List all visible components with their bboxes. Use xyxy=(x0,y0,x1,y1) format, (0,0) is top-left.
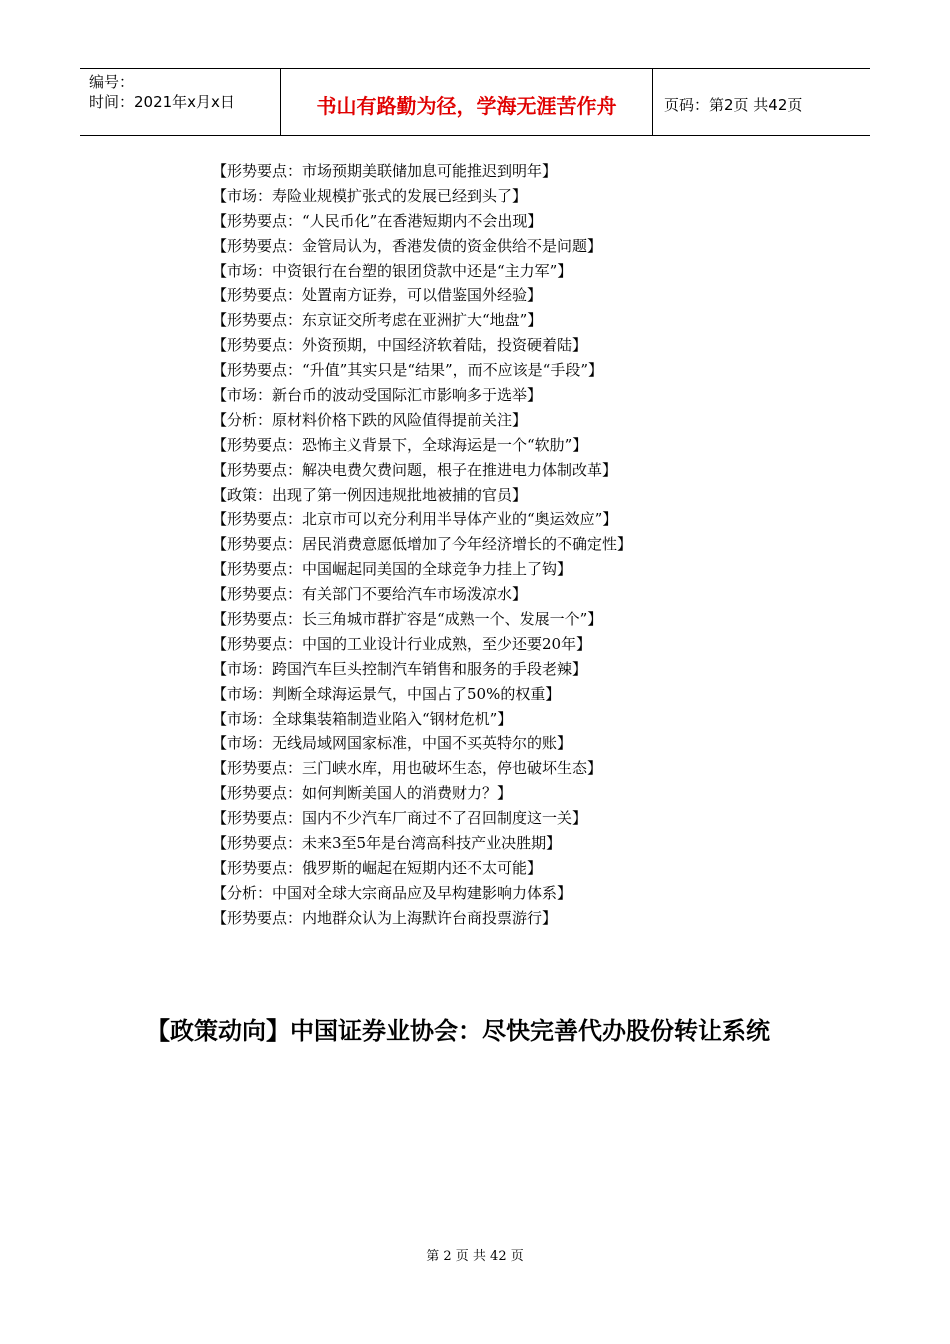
list-item: 【形势要点：处置南方证券，可以借鉴国外经验】 xyxy=(212,286,543,305)
list-item: 【形势要点：解决电费欠费问题，根子在推进电力体制改革】 xyxy=(212,460,618,479)
list-item: 【形势要点：长三角城市群扩容是“成熟一个、发展一个”】 xyxy=(212,610,603,629)
list-item: 【市场：判断全球海运景气，中国占了50%的权重】 xyxy=(212,684,561,703)
list-item: 【市场：无线局域网国家标准，中国不买英特尔的账】 xyxy=(212,734,573,753)
header-page-info: 页码：第2页 共42页 xyxy=(664,95,803,114)
list-item: 【形势要点：如何判断美国人的消费财力？】 xyxy=(212,784,513,803)
list-item: 【形势要点：三门峡水库，用也破坏生态，停也破坏生态】 xyxy=(212,759,603,778)
list-item: 【形势要点：“人民币化”在香港短期内不会出现】 xyxy=(212,211,543,230)
section-heading: 【政策动向】中国证券业协会：尽快完善代办股份转让系统 xyxy=(146,1017,770,1045)
list-item: 【形势要点：未来3至5年是台湾高科技产业决胜期】 xyxy=(212,834,562,853)
page-footer: 第 2 页 共 42 页 xyxy=(426,1249,524,1264)
list-item: 【形势要点：东京证交所考虑在亚洲扩大“地盘”】 xyxy=(212,311,543,330)
list-item: 【形势要点：俄罗斯的崛起在短期内还不太可能】 xyxy=(212,858,543,877)
doc-number-label: 编号： xyxy=(89,73,135,91)
list-item: 【形势要点：有关部门不要给汽车市场泼凉水】 xyxy=(212,585,528,604)
list-item: 【分析：中国对全球大宗商品应及早构建影响力体系】 xyxy=(212,883,573,902)
list-item: 【形势要点：外资预期，中国经济软着陆，投资硬着陆】 xyxy=(212,336,588,355)
list-item: 【形势要点：居民消费意愿低增加了今年经济增长的不确定性】 xyxy=(212,535,633,554)
list-item: 【市场：新台币的波动受国际汇市影响多于选举】 xyxy=(212,386,543,405)
list-item: 【市场：中资银行在台塑的银团贷款中还是“主力军”】 xyxy=(212,261,573,280)
list-item: 【形势要点：中国的工业设计行业成熟，至少还要20年】 xyxy=(212,634,592,653)
list-item: 【形势要点：恐怖主义背景下，全球海运是一个“软肋”】 xyxy=(212,435,588,454)
list-item: 【形势要点：“升值”其实只是“结果”，而不应该是“手段”】 xyxy=(212,361,604,380)
header-motto: 书山有路勤为径，学海无涯苦作舟 xyxy=(281,69,653,135)
list-item: 【分析：原材料价格下跌的风险值得提前关注】 xyxy=(212,410,528,429)
list-item: 【形势要点：市场预期美联储加息可能推迟到明年】 xyxy=(212,162,558,180)
time-label: 时间：2021年x月x日 xyxy=(89,93,235,111)
list-item: 【形势要点：国内不少汽车厂商过不了召回制度这一关】 xyxy=(212,809,588,828)
list-item: 【市场：全球集装箱制造业陷入“钢材危机”】 xyxy=(212,709,513,728)
headline-list xyxy=(212,159,632,931)
page-header xyxy=(80,68,870,136)
header-meta xyxy=(80,69,281,135)
list-item: 【形势要点：内地群众认为上海默许台商投票游行】 xyxy=(212,908,558,927)
list-item: 【市场：寿险业规模扩张式的发展已经到头了】 xyxy=(212,186,528,205)
list-item: 【政策：出现了第一例因违规批地被捕的官员】 xyxy=(212,485,528,504)
list-item: 【市场：跨国汽车巨头控制汽车销售和服务的手段老辣】 xyxy=(212,659,588,678)
list-item: 【形势要点：中国崛起同美国的全球竞争力挂上了钩】 xyxy=(212,560,573,579)
list-item: 【形势要点：北京市可以充分利用半导体产业的“奥运效应”】 xyxy=(212,510,618,529)
list-item: 【形势要点：金管局认为，香港发债的资金供给不是问题】 xyxy=(212,236,603,255)
